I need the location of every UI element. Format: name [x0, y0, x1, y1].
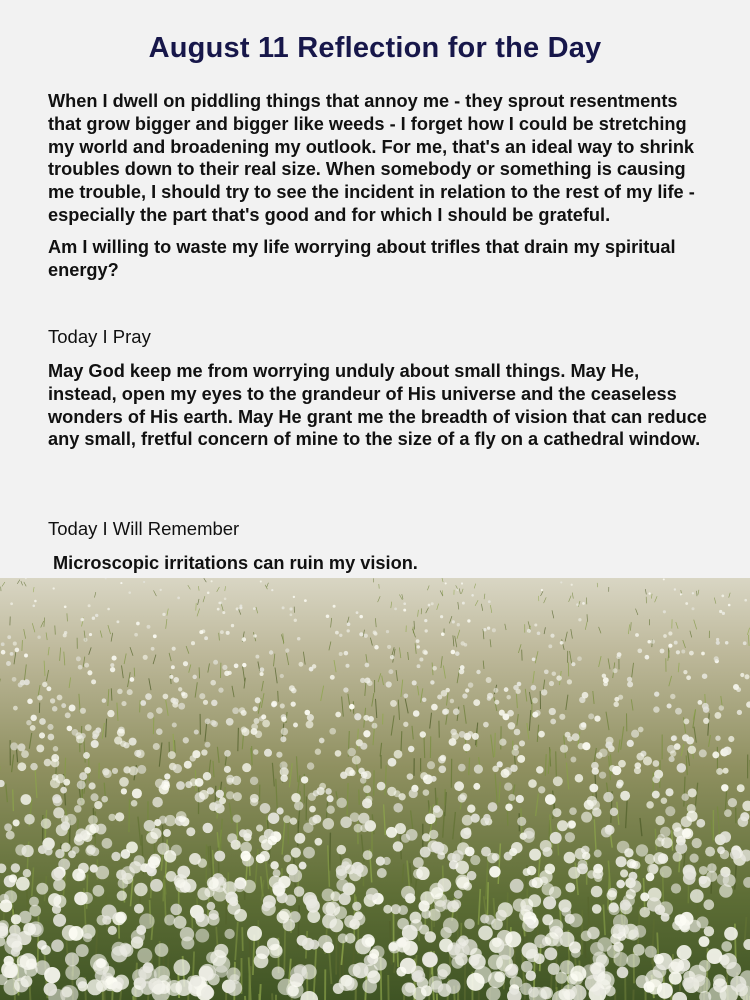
- pray-text: May God keep me from worrying unduly about small things. May He, instead, open my eyes to the grandeur of His universe and the ceaseless wonders of His earth. May He grant me the breadth of vision that can reduce any small, fretful concern of mine to the size of a fly on a cathedral window.: [48, 361, 707, 450]
- remember-heading: Today I Will Remember: [48, 518, 240, 539]
- page-title: August 11 Reflection for the Day: [148, 32, 602, 64]
- reflection-question: Am I willing to waste my life worrying about trifles that drain my spiritual energy?: [48, 237, 676, 280]
- pray-heading: Today I Pray: [48, 326, 151, 347]
- remember-text: Microscopic irritations can ruin my vision.: [53, 553, 418, 573]
- dandelion-field-image: [0, 578, 750, 1000]
- reflection-paragraph: When I dwell on piddling things that annoy me - they sprout resentments that grow bigger and bigger like weeds - I forget how I could be stretching my world and broadening my outlook. For me, that's an ideal way to shrink troubles down to their real size. When somebody or something is causing me trouble, I should try to see the incident in relation to the rest of my life - especially the part that's good and for which I should be grateful.: [48, 91, 695, 225]
